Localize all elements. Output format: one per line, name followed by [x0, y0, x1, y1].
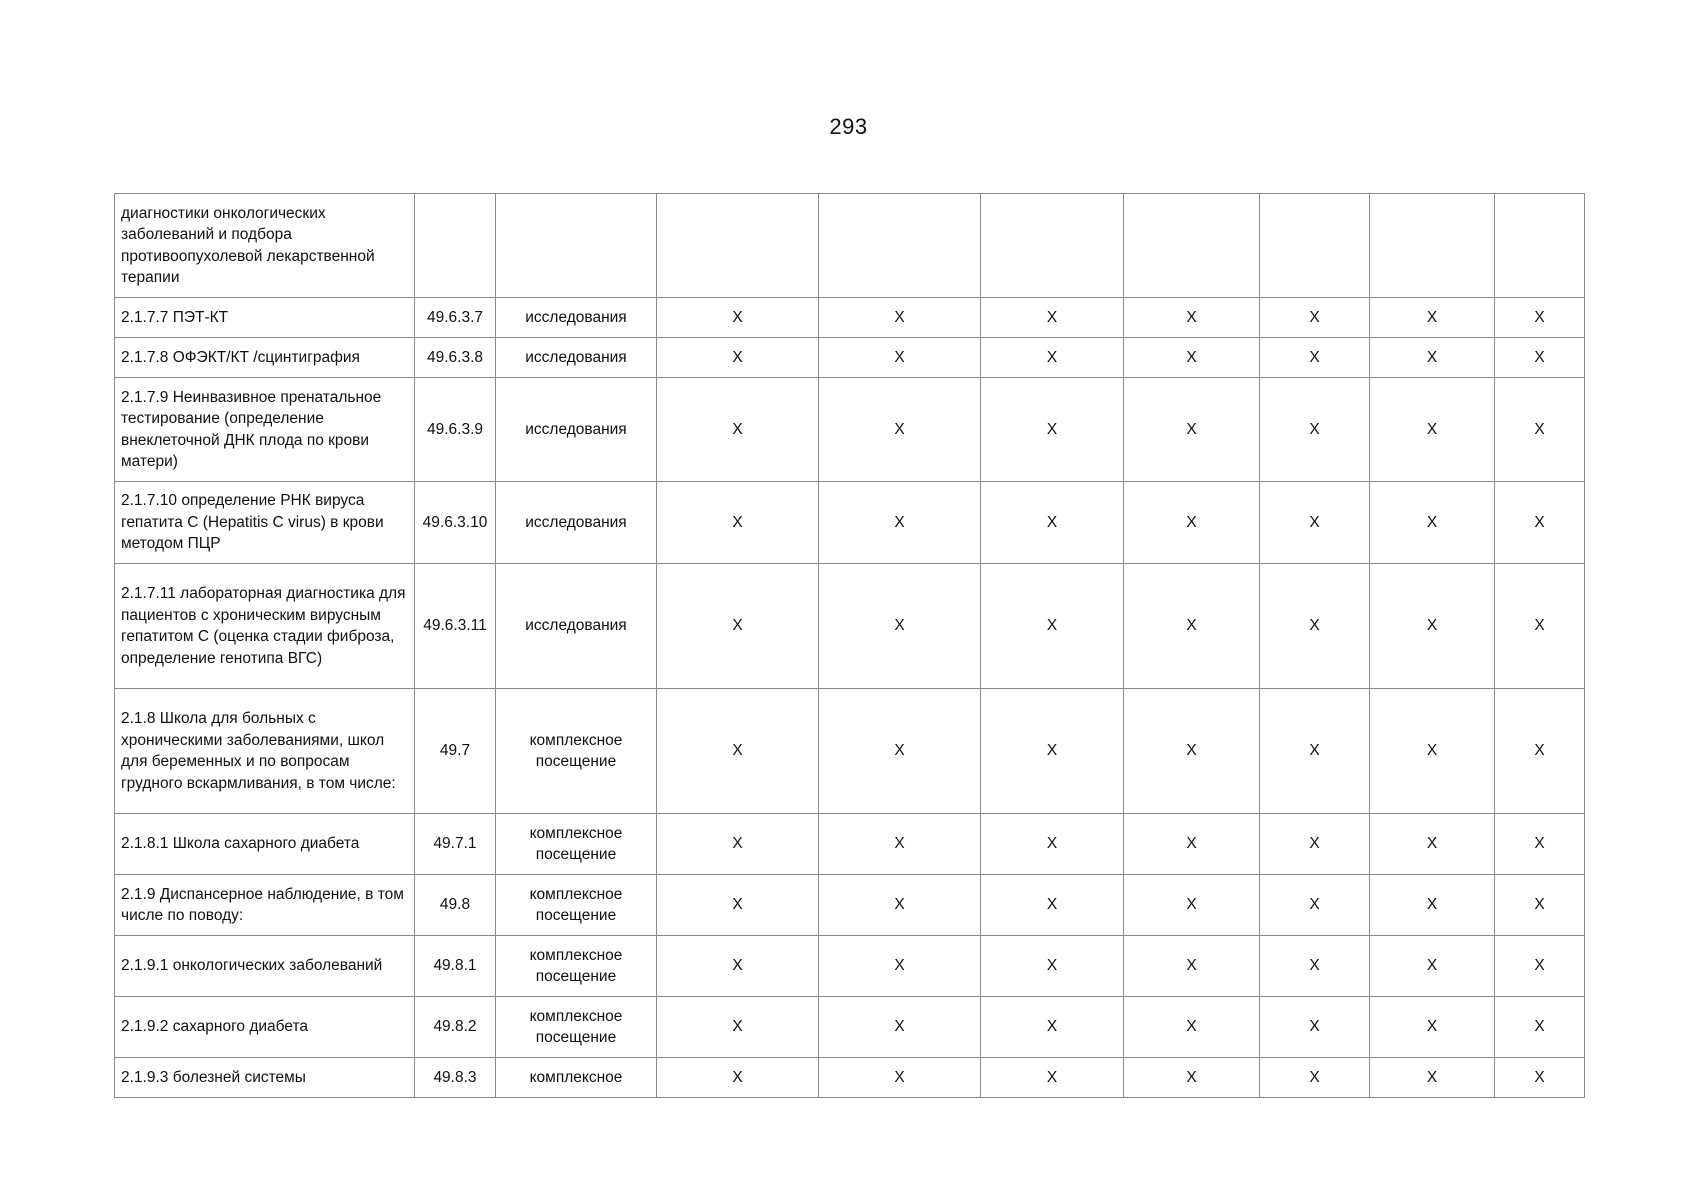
row-mark-cell: X [819, 689, 981, 814]
row-mark-cell: X [1124, 482, 1260, 564]
table-row [115, 482, 1585, 564]
row-mark-cell: X [819, 338, 981, 378]
row-mark-cell: X [819, 814, 981, 875]
row-code-cell: 49.7.1 [415, 814, 496, 875]
row-name-cell: 2.1.9 Диспансерное наблюдение, в том числе по поводу: [115, 875, 415, 936]
row-mark-cell: X [1495, 338, 1585, 378]
row-code-cell: 49.7 [415, 689, 496, 814]
row-unit-cell: комплексное посещение [496, 936, 657, 997]
row-mark-cell: X [981, 564, 1124, 689]
row-mark-cell: X [657, 997, 819, 1058]
row-mark-cell: X [1370, 378, 1495, 482]
row-mark-cell: X [819, 564, 981, 689]
row-mark-cell: X [981, 378, 1124, 482]
row-mark-cell: X [1260, 482, 1370, 564]
row-mark-cell: X [1260, 936, 1370, 997]
row-name-cell: 2.1.7.8 ОФЭКТ/КТ /сцинтиграфия [115, 338, 415, 378]
page-number: 293 [829, 114, 868, 139]
row-mark-cell: X [657, 814, 819, 875]
row-unit-cell: исследования [496, 378, 657, 482]
row-mark-cell: X [819, 1058, 981, 1098]
row-mark-cell: X [657, 378, 819, 482]
row-mark-cell: X [1124, 689, 1260, 814]
row-mark-cell: X [1495, 564, 1585, 689]
row-code-cell: 49.8.3 [415, 1058, 496, 1098]
row-unit-cell: комплексное посещение [496, 814, 657, 875]
row-mark-cell: X [657, 875, 819, 936]
row-mark-cell: X [1260, 814, 1370, 875]
row-unit-cell: исследования [496, 564, 657, 689]
row-mark-cell: X [1495, 298, 1585, 338]
row-code-cell: 49.8 [415, 875, 496, 936]
row-mark-cell: X [1495, 936, 1585, 997]
row-mark-cell: X [1495, 875, 1585, 936]
row-name-cell: диагностики онкологических заболеваний и подбора противоопухолевой лекарственной терапии [115, 194, 415, 298]
row-mark-cell: X [981, 997, 1124, 1058]
row-mark-cell: X [819, 482, 981, 564]
row-mark-cell: X [981, 482, 1124, 564]
row-mark-cell: X [1495, 997, 1585, 1058]
row-mark-cell: X [1370, 482, 1495, 564]
table-row [115, 997, 1585, 1058]
row-mark-cell: X [981, 298, 1124, 338]
row-unit-cell: комплексное [496, 1058, 657, 1098]
table-row [115, 378, 1585, 482]
table-row [115, 194, 1585, 298]
row-unit-cell: комплексное посещение [496, 689, 657, 814]
row-mark-cell: X [1495, 1058, 1585, 1098]
table-row [115, 875, 1585, 936]
row-name-cell: 2.1.8.1 Школа сахарного диабета [115, 814, 415, 875]
row-mark-cell: X [657, 689, 819, 814]
row-code-cell: 49.6.3.7 [415, 298, 496, 338]
row-mark-cell: X [1124, 298, 1260, 338]
row-mark-cell: X [1370, 814, 1495, 875]
row-mark-cell: X [1370, 298, 1495, 338]
row-mark-cell: X [657, 482, 819, 564]
row-mark-cell: X [1495, 814, 1585, 875]
row-code-cell: 49.6.3.8 [415, 338, 496, 378]
row-mark-cell: X [819, 936, 981, 997]
row-mark-cell: X [1495, 378, 1585, 482]
row-mark-cell: X [1370, 997, 1495, 1058]
row-unit-cell: исследования [496, 482, 657, 564]
row-mark-cell: X [1370, 689, 1495, 814]
row-mark-cell [1260, 194, 1370, 298]
row-mark-cell: X [819, 298, 981, 338]
row-mark-cell: X [1260, 1058, 1370, 1098]
row-unit-cell [496, 194, 657, 298]
row-mark-cell: X [981, 689, 1124, 814]
row-mark-cell: X [657, 298, 819, 338]
row-mark-cell: X [657, 1058, 819, 1098]
row-mark-cell: X [1124, 875, 1260, 936]
row-mark-cell: X [1260, 298, 1370, 338]
row-mark-cell: X [1370, 1058, 1495, 1098]
table-row [115, 298, 1585, 338]
row-mark-cell [657, 194, 819, 298]
row-unit-cell: комплексное посещение [496, 997, 657, 1058]
table-row [115, 936, 1585, 997]
row-code-cell: 49.6.3.11 [415, 564, 496, 689]
row-mark-cell: X [1124, 378, 1260, 482]
table-row [115, 564, 1585, 689]
row-name-cell: 2.1.8 Школа для больных с хроническими заболеваниями, школ для беременных и по вопросам грудного вскармливания, в том числе: [115, 689, 415, 814]
row-mark-cell: X [657, 936, 819, 997]
row-mark-cell: X [1124, 997, 1260, 1058]
row-mark-cell: X [981, 936, 1124, 997]
row-code-cell [415, 194, 496, 298]
row-name-cell: 2.1.9.1 онкологических заболеваний [115, 936, 415, 997]
row-mark-cell: X [1495, 689, 1585, 814]
row-name-cell: 2.1.9.3 болезней системы [115, 1058, 415, 1098]
row-mark-cell: X [819, 875, 981, 936]
row-name-cell: 2.1.9.2 сахарного диабета [115, 997, 415, 1058]
row-mark-cell: X [1260, 338, 1370, 378]
row-mark-cell: X [1124, 814, 1260, 875]
row-mark-cell: X [1124, 338, 1260, 378]
row-mark-cell: X [657, 338, 819, 378]
row-code-cell: 49.6.3.9 [415, 378, 496, 482]
row-mark-cell [1124, 194, 1260, 298]
table-row [115, 1058, 1585, 1098]
row-unit-cell: комплексное посещение [496, 875, 657, 936]
table-row [115, 689, 1585, 814]
row-mark-cell: X [657, 564, 819, 689]
row-mark-cell [981, 194, 1124, 298]
row-mark-cell: X [1260, 378, 1370, 482]
row-code-cell: 49.8.1 [415, 936, 496, 997]
row-mark-cell: X [1260, 689, 1370, 814]
row-mark-cell: X [1370, 875, 1495, 936]
row-name-cell: 2.1.7.10 определение РНК вируса гепатита С (Hepatitis C virus) в крови методом ПЦР [115, 482, 415, 564]
row-mark-cell: X [1370, 936, 1495, 997]
table-row [115, 814, 1585, 875]
row-mark-cell [1495, 194, 1585, 298]
row-code-cell: 49.6.3.10 [415, 482, 496, 564]
row-mark-cell: X [819, 378, 981, 482]
row-name-cell: 2.1.7.9 Неинвазивное пренатальное тестирование (определение внеклеточной ДНК плода по крови матери) [115, 378, 415, 482]
row-unit-cell: исследования [496, 298, 657, 338]
row-mark-cell: X [1260, 875, 1370, 936]
row-mark-cell: X [1260, 564, 1370, 689]
row-mark-cell: X [1260, 997, 1370, 1058]
table-row [115, 338, 1585, 378]
row-mark-cell: X [981, 338, 1124, 378]
document-table [114, 193, 1585, 1098]
row-mark-cell: X [1124, 1058, 1260, 1098]
row-mark-cell: X [819, 997, 981, 1058]
row-mark-cell [819, 194, 981, 298]
row-mark-cell: X [1370, 338, 1495, 378]
row-code-cell: 49.8.2 [415, 997, 496, 1058]
row-name-cell: 2.1.7.11 лабораторная диагностика для пациентов с хроническим вирусным гепатитом С (оценка стадии фиброза, определение генотипа ВГС) [115, 564, 415, 689]
row-mark-cell: X [981, 875, 1124, 936]
row-mark-cell: X [1370, 564, 1495, 689]
row-name-cell: 2.1.7.7 ПЭТ-КТ [115, 298, 415, 338]
row-mark-cell: X [981, 814, 1124, 875]
table-body [115, 194, 1585, 1098]
row-mark-cell: X [1124, 564, 1260, 689]
row-mark-cell: X [1495, 482, 1585, 564]
row-mark-cell: X [981, 1058, 1124, 1098]
row-mark-cell: X [1124, 936, 1260, 997]
row-unit-cell: исследования [496, 338, 657, 378]
row-mark-cell [1370, 194, 1495, 298]
